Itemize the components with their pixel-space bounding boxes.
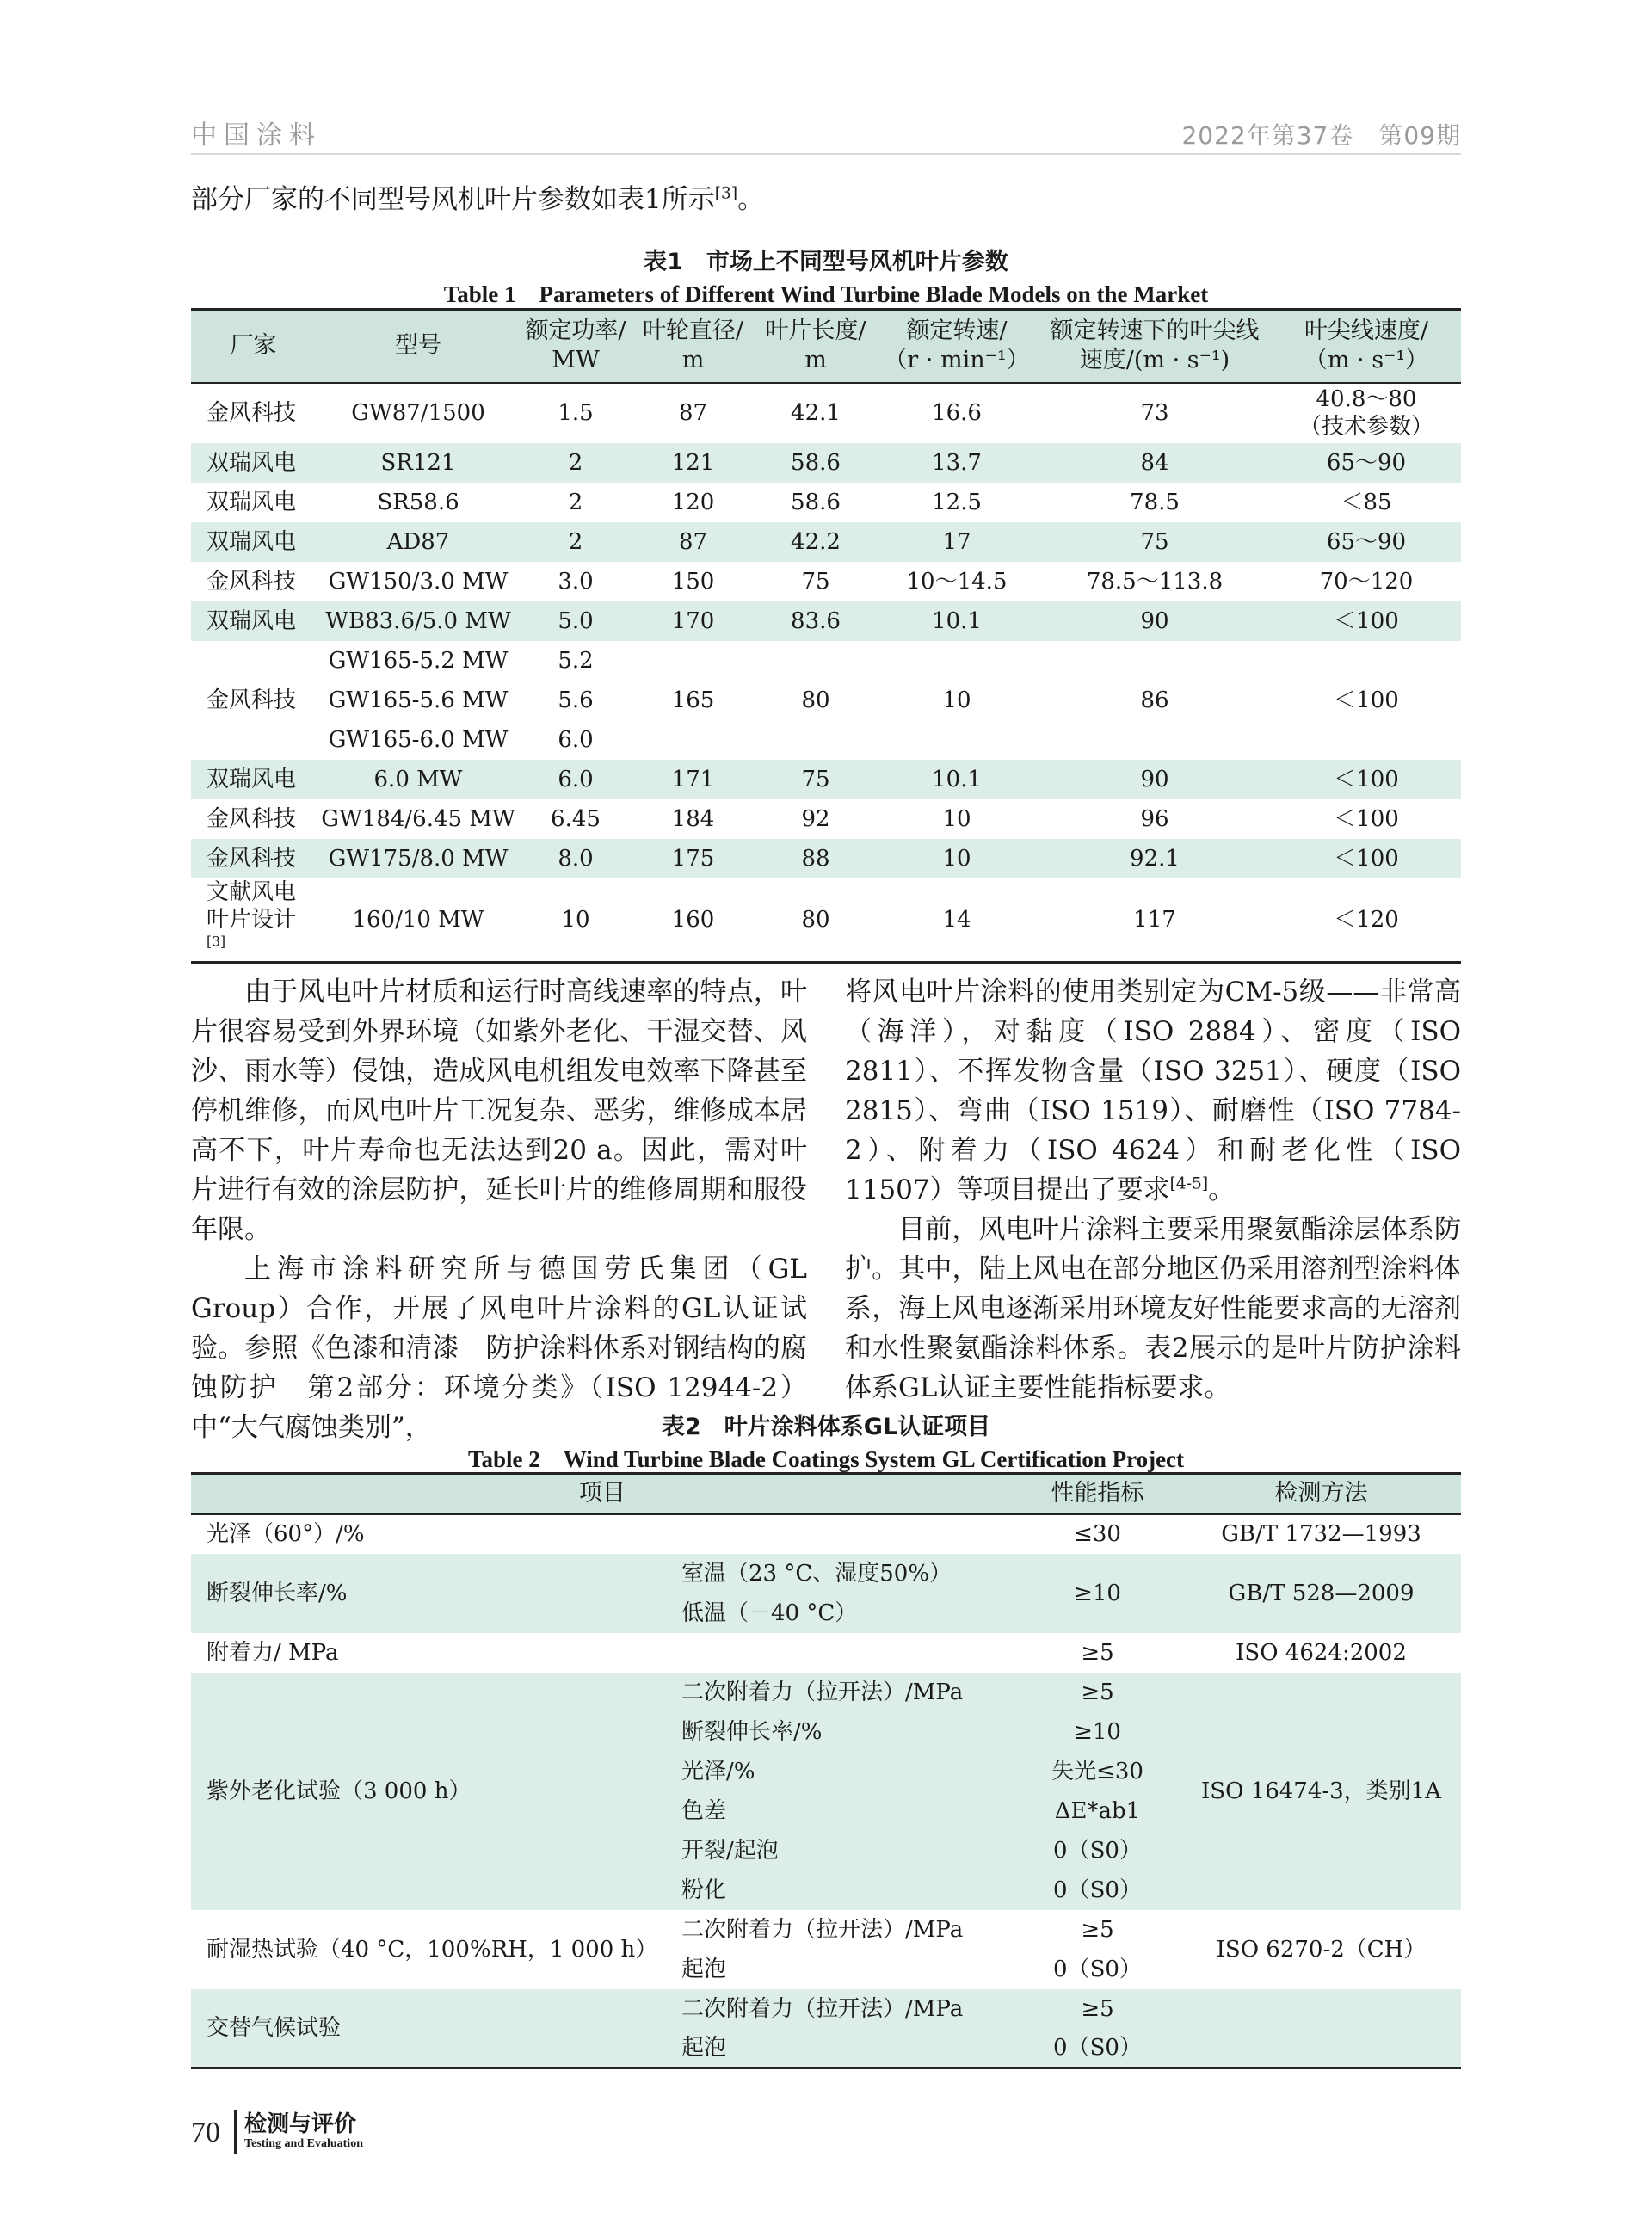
table-cell: 1.5 (558, 400, 594, 426)
table-cell: 58.6 (791, 489, 841, 515)
table-row (191, 522, 1461, 562)
table-cell: 75 (755, 760, 876, 799)
table-row (191, 760, 1461, 799)
intro-text: 部分厂家的不同型号风机叶片参数如表1所示 (191, 184, 715, 215)
table-cell: ＜100 (1334, 805, 1399, 832)
section-title-cn: 检测与评价 (244, 2111, 357, 2137)
table-cell: 附着力/ MPa (206, 1639, 339, 1666)
footer-divider (234, 2110, 237, 2154)
body-paragraph: 上海市涂料研究所与德国劳氏集团（GL Group）合作，开展了风电叶片涂料的GL认证试验。参照《色漆和清漆 防护涂料体系对钢结构的腐蚀防护 第2部分：环境分类》（ISO 12944-2）中“大气腐蚀类别”， (191, 1254, 807, 1443)
table2 (191, 1472, 1461, 2069)
table-cell: 金风科技 (206, 805, 297, 832)
table-cell: 交替气候试验 (191, 1989, 671, 2068)
table-cell: 96 (1140, 805, 1169, 832)
table-cell: WB83.6/5.0 MW (316, 601, 521, 641)
table-cell: 92 (801, 805, 830, 832)
table-cell: ΔE*ab1 (1014, 1791, 1181, 1831)
running-header (191, 114, 1461, 155)
table-cell: 65～90 (1272, 443, 1461, 483)
table-cell: 双瑞风电 (206, 489, 297, 515)
table-cell: 175 (631, 839, 755, 878)
table-cell: 开裂/起泡 (671, 1831, 1014, 1871)
table-cell: 粉化 (671, 1871, 1014, 1910)
table-cell: 87 (631, 522, 755, 562)
table-row (191, 1910, 1461, 1950)
table-cell: 84 (1038, 443, 1272, 483)
table-cell: 10 (876, 839, 1038, 878)
table-row (191, 1989, 1461, 2029)
table-row (191, 383, 1461, 443)
table-row (191, 1633, 1461, 1673)
table-row (191, 1554, 1461, 1593)
table-cell: GW184/6.45 MW (321, 805, 515, 832)
table-cell: 光泽（60°）/% (206, 1521, 365, 1547)
table-row (191, 562, 1461, 601)
table-cell: ISO 6270-2（CH） (1216, 1936, 1427, 1963)
table-cell: GW165-6.0 MW (328, 726, 509, 753)
body-paragraph: 目前，风电叶片涂料主要采用聚氨酯涂层体系防护。其中，陆上风电在部分地区仍采用溶剂型涂料体系，海上风电逐渐采用环境友好性能要求高的无溶剂和水性聚氨酯涂料体系。表2展示的是叶片防护涂料体系GL认证主要性能指标要求。 (845, 1214, 1461, 1403)
citation: [3] (714, 184, 738, 203)
table-cell: ＜100 (1272, 760, 1461, 799)
table-cell: 双瑞风电 (191, 443, 316, 483)
table-cell: GB/T 528—2009 (1181, 1554, 1461, 1633)
table-cell: 双瑞风电 (191, 601, 316, 641)
table-cell: 室温（23 °C、湿度50%） (671, 1554, 1014, 1593)
citation: [3] (206, 933, 226, 949)
table-cell: ＜100 (1272, 839, 1461, 878)
table-cell: 10.1 (876, 601, 1038, 641)
table-row (191, 1673, 1461, 1712)
table-cell: ＜100 (1334, 687, 1399, 713)
table-cell: 5.6 (558, 687, 594, 713)
table-cell: ISO 4624:2002 (1236, 1639, 1407, 1666)
table-cell: 16.6 (932, 400, 982, 426)
table1-header-cell: 叶轮直径/ m (631, 310, 755, 383)
table2-header-cell: 项目 (191, 1474, 1014, 1514)
table-cell: 78.5 (1130, 489, 1180, 515)
table-cell: 金风科技 (206, 687, 297, 713)
table1-header-row (191, 310, 1461, 383)
table-cell: 90 (1038, 601, 1272, 641)
table1-header-cell: 额定转速下的叶尖线 速度/(m · s⁻¹) (1038, 310, 1272, 383)
table-cell: 双瑞风电 (191, 522, 316, 562)
issue-info: 2022年第37卷 第09期 (1181, 121, 1461, 150)
table-cell: 金风科技 (191, 839, 316, 878)
table2-caption-cn: 表2 叶片涂料体系GL认证项目 (661, 1414, 991, 1440)
table-cell: 13.7 (876, 443, 1038, 483)
table-cell (1181, 1989, 1461, 2068)
table-cell: 58.6 (755, 443, 876, 483)
table-cell: 起泡 (671, 2029, 1014, 2068)
section-title-en: Testing and Evaluation (244, 2137, 363, 2150)
table-cell (671, 1514, 1014, 1554)
table-cell: 14 (942, 906, 971, 933)
table-cell: ≥5 (1014, 1673, 1181, 1712)
table-cell: 8.0 (521, 839, 631, 878)
table-cell: 73 (1140, 400, 1169, 426)
page-number: 70 (191, 2117, 220, 2148)
table-cell: 86 (1140, 687, 1169, 713)
table-cell: 65～90 (1272, 522, 1461, 562)
table1-caption-en: Table 1 Parameters of Different Wind Turbine Blade Models on the Market (443, 281, 1209, 307)
table-cell: 金风科技 (206, 400, 297, 426)
table-row (191, 1514, 1461, 1554)
table-cell: 80 (801, 906, 830, 933)
table-cell: 10 (942, 805, 971, 832)
table-cell: 低温（－40 °C） (671, 1593, 1014, 1633)
table-cell: 170 (631, 601, 755, 641)
table-cell: GW165-5.6 MW (328, 687, 509, 713)
table-cell: ISO 16474-3，类别1A (1181, 1673, 1461, 1910)
table-cell: 17 (876, 522, 1038, 562)
table-cell: 0（S0） (1014, 2029, 1181, 2068)
table-cell: 10～14.5 (906, 568, 1008, 595)
table-cell: 40.8～80 （技术参数） (1298, 386, 1433, 440)
table-cell: 88 (755, 839, 876, 878)
body-column-left (191, 972, 807, 1447)
table-cell: 2 (521, 443, 631, 483)
table-cell: GW165-5.2 MW (328, 647, 509, 674)
table-cell: 12.5 (932, 489, 982, 515)
table-cell: ≤30 (1074, 1521, 1121, 1547)
table-cell: 2 (568, 489, 583, 515)
table-cell: 光泽/% (671, 1752, 1014, 1791)
body-paragraph: 将风电叶片涂料的使用类别定为CM-5级——非常高（海洋），对黏度（ISO 2884）、密度（ISO 2811）、不挥发物含量（ISO 3251）、硬度（ISO 2815）、弯曲（ISO 1519）、耐磨性（ISO 7784-2）、附着力（ISO 4624）和耐老化性（ISO 11507）等项目提出了要求[4-5]。 (845, 977, 1461, 1205)
table-cell: 10 (561, 906, 590, 933)
table-cell: 165 (671, 687, 715, 713)
table-cell: 10 (942, 687, 971, 713)
table-row (191, 878, 1461, 963)
table1-header-cell: 型号 (316, 310, 521, 383)
table-cell: ≥5 (1014, 1989, 1181, 2029)
table1-header-cell: 厂家 (191, 310, 316, 383)
table-row (191, 799, 1461, 839)
table1-header-cell: 额定转速/ （r · min⁻¹） (876, 310, 1038, 383)
table-cell: 75 (801, 568, 830, 595)
table-row (191, 483, 1461, 522)
table-cell: 120 (671, 489, 715, 515)
table-cell: 起泡 (681, 1956, 727, 1982)
table-cell: 92.1 (1038, 839, 1272, 878)
table-cell: ≥10 (1014, 1554, 1181, 1633)
table-cell: 90 (1038, 760, 1272, 799)
table2-caption-en: Table 2 Wind Turbine Blade Coatings System GL Certification Project (467, 1446, 1185, 1472)
table-cell: AD87 (316, 522, 521, 562)
table-cell: GW175/8.0 MW (316, 839, 521, 878)
table-cell (671, 1633, 1014, 1673)
table-cell: 2 (521, 522, 631, 562)
table-cell: 10.1 (876, 760, 1038, 799)
table-cell: 6.0 MW (316, 760, 521, 799)
table-cell: 色差 (671, 1791, 1014, 1831)
table-cell: 3.0 (558, 568, 594, 595)
table-cell: 150 (671, 568, 715, 595)
table-cell: 42.1 (791, 400, 841, 426)
table-cell: 二次附着力（拉开法）/MPa (671, 1673, 1014, 1712)
table-cell: 6.45 (551, 805, 601, 832)
journal-name: 中国涂料 (191, 120, 322, 151)
body-paragraph: 由于风电叶片材质和运行时高线速率的特点，叶片很容易受到外界环境（如紫外老化、干湿交替、风沙、雨水等）侵蚀，造成风电机组发电效率下降甚至停机维修，而风电叶片工况复杂、恶劣，维修成本居高不下，叶片寿命也无法达到20 a。因此，需对叶片进行有效的涂层防护，延长叶片的维修周期和服役年限。 (191, 977, 807, 1245)
table2-header-cell: 性能指标 (1014, 1474, 1181, 1514)
table-cell: 6.0 (558, 726, 594, 753)
table-cell: 5.0 (521, 601, 631, 641)
table-cell: 78.5～113.8 (1086, 568, 1224, 595)
table-cell: 70～120 (1319, 568, 1414, 595)
table-cell: 金风科技 (206, 568, 297, 595)
table-cell: ≥5 (1081, 1639, 1114, 1666)
table-cell: 80 (801, 687, 830, 713)
table-cell: 失光≤30 (1014, 1752, 1181, 1791)
table-cell: 6.0 (521, 760, 631, 799)
intro-sentence (191, 182, 764, 217)
table1-header-cell: 叶尖线速度/ （m · s⁻¹） (1272, 310, 1461, 383)
table-cell: GW150/3.0 MW (328, 568, 509, 595)
table-cell: 断裂伸长率/% (671, 1712, 1014, 1752)
table-cell: 二次附着力（拉开法）/MPa (681, 1916, 964, 1943)
table-cell: GW87/1500 (351, 400, 485, 426)
table-cell: 断裂伸长率/% (191, 1554, 671, 1633)
citation: [4-5] (1169, 1174, 1209, 1193)
table-cell: 文献风电 叶片设计[3] (206, 878, 297, 949)
table-cell: ≥10 (1014, 1712, 1181, 1752)
table-cell: 121 (631, 443, 755, 483)
table-cell: ＜120 (1334, 906, 1399, 933)
table1 (191, 308, 1461, 964)
table-cell: 42.2 (755, 522, 876, 562)
intro-tail: 。 (737, 184, 765, 215)
table-cell: ＜100 (1272, 601, 1461, 641)
table-cell: 耐湿热试验（40 °C，100%RH，1 000 h） (206, 1936, 658, 1963)
table-row (191, 601, 1461, 641)
table-cell: 184 (671, 805, 715, 832)
table-cell: 117 (1133, 906, 1176, 933)
table-cell: 紫外老化试验（3 000 h） (191, 1673, 671, 1910)
table-cell: 双瑞风电 (191, 760, 316, 799)
table-row (191, 443, 1461, 483)
table-row (191, 839, 1461, 878)
table-cell: 5.2 (558, 647, 594, 674)
table2-header-row (191, 1474, 1461, 1514)
table-cell: 0（S0） (1014, 1831, 1181, 1871)
table-cell: 0（S0） (1014, 1871, 1181, 1910)
table-cell: 160 (671, 906, 715, 933)
table-cell: 160/10 MW (352, 906, 484, 933)
table1-header-cell: 叶片长度/ m (755, 310, 876, 383)
table-cell: 75 (1038, 522, 1272, 562)
table-cell: 二次附着力（拉开法）/MPa (671, 1989, 1014, 2029)
table-cell: 171 (631, 760, 755, 799)
table-cell: 83.6 (755, 601, 876, 641)
table2-header-cell: 检测方法 (1181, 1474, 1461, 1514)
table-cell: 0（S0） (1053, 1956, 1142, 1982)
table-cell: SR58.6 (377, 489, 459, 515)
table-cell: SR121 (316, 443, 521, 483)
table1-caption-cn: 表1 市场上不同型号风机叶片参数 (644, 249, 1008, 275)
body-column-right (845, 972, 1461, 1408)
table-cell: ≥5 (1081, 1916, 1114, 1943)
table-row (191, 641, 1461, 681)
table-cell: GB/T 1732—1993 (1221, 1521, 1421, 1547)
table-cell: 87 (678, 400, 708, 426)
table-cell: ＜85 (1341, 489, 1392, 515)
table1-header-cell: 额定功率/ MW (521, 310, 631, 383)
